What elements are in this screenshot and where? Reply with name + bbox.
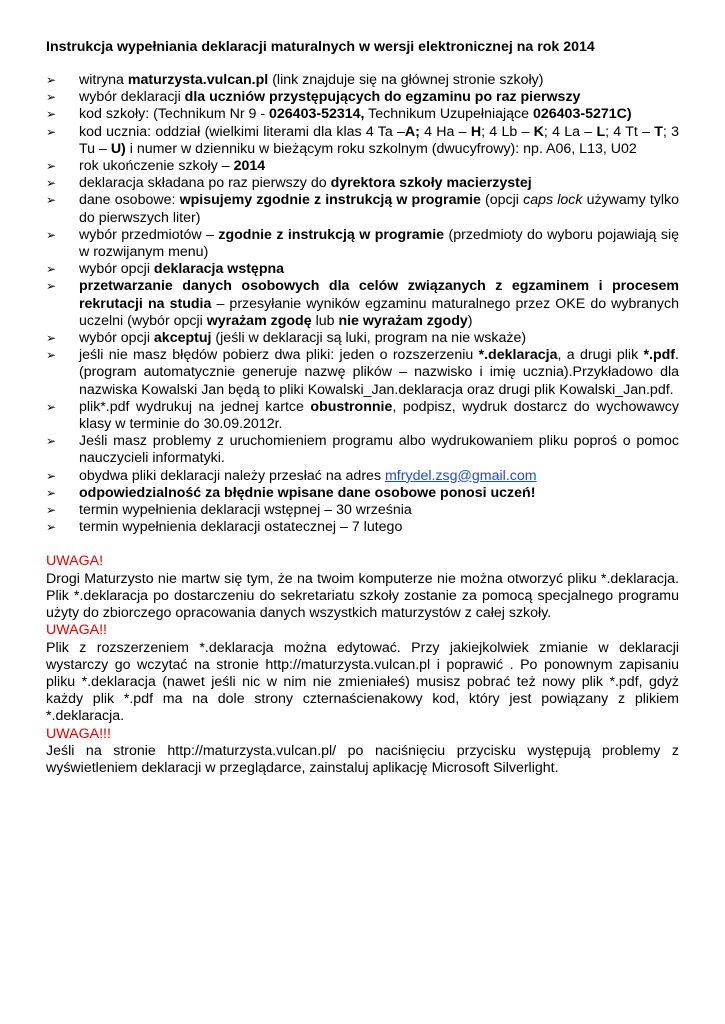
item-text: ; 4 Tt –: [605, 123, 655, 140]
arrowhead-bullet-icon: ➢: [46, 73, 57, 87]
arrowhead-bullet-icon: ➢: [46, 468, 57, 483]
item-text: i numer w dzienniku w bieżącym roku szkolnym (dwucyfrowy): np. A06, L13, U02: [125, 140, 637, 157]
item-text: (jeśli w deklaracji są luki, program na nie wskaże): [211, 330, 527, 347]
arrowhead-bullet-icon: ➢: [46, 520, 57, 535]
arrowhead-bullet-icon: ➢: [46, 90, 57, 105]
bold-text: odpowiedzialność za błędnie wpisane dane osobowe ponosi uczeń!: [79, 484, 536, 501]
list-item: [46, 124, 679, 158]
item-text: (opcji: [480, 192, 524, 209]
warning-text: Jeśli na stronie http://maturzysta.vulcan.pl/ po naciśnięciu przycisku występują problemy z wyświetleniem deklaracji w przeglądarce, zainstaluj aplikację Microsoft Silverlight.: [46, 742, 679, 776]
list-item: [46, 261, 679, 278]
item-text: rok ukończenie szkoły –: [79, 158, 234, 175]
bold-text: T: [654, 123, 663, 140]
item-text: używamy tylko do pierwszych liter): [79, 192, 680, 226]
item-text: , podpisz, wydruk dostarcz do wychowawcy klasy w terminie do 30.09.2012r.: [79, 398, 679, 433]
list-item: [46, 278, 679, 330]
bold-text: maturzysta.vulcan.pl: [127, 72, 269, 88]
bold-text: *.pdf: [643, 347, 676, 364]
warning-text: Plik z rozszerzeniem *.deklaracja można edytować. Przy jakiejkolwiek zmianie w deklaracji wystarczy go wczytać na stronie http://maturzysta.vulcan.pl i poprawić . Po ponownym zapisaniu pliku *.deklaracja (nawet jeśli nic w nim nie zmieniałeś) musisz pobrać też nowy plik *.pdf, gdyż każdy plik *.pdf ma na dole strony czternaścienakowy kod, który jest powiązany z plikiem *.deklaracja.: [46, 639, 679, 725]
bold-text: obustronnie: [310, 398, 393, 415]
arrowhead-bullet-icon: ➢: [46, 434, 57, 449]
arrowhead-bullet-icon: ➢: [46, 348, 57, 363]
arrowhead-bullet-icon: ➢: [46, 107, 57, 122]
list-item: [46, 485, 679, 502]
list-item: [46, 106, 679, 123]
item-text: Technikum Uzupełniające: [364, 106, 533, 123]
item-text: . (program automatycznie generuje nazwę plików – nazwisko i imię ucznia).Przykładowo dla nazwiska Kowalski Jan będą to pliki Kowalski_Jan.deklaracja oraz drugi plik Kowalski_Jan.pdf.: [79, 347, 679, 398]
arrowhead-bullet-icon: ➢: [46, 176, 57, 191]
item-text: witryna: [79, 72, 128, 88]
list-item: [46, 330, 679, 347]
item-text: (przedmioty do wyboru pojawiają się w rozwijanym menu): [79, 226, 679, 261]
item-text: termin wypełnienia deklaracji ostatecznej – 7 lutego: [79, 519, 403, 536]
instruction-list: [46, 72, 679, 536]
warning-heading: UWAGA!!: [46, 622, 107, 639]
arrowhead-bullet-icon: ➢: [46, 279, 57, 294]
bold-text: dla uczniów przystępujących do egzaminu po raz pierwszy: [184, 89, 581, 106]
item-text: ; 4 La –: [543, 123, 597, 140]
arrowhead-bullet-icon: ➢: [46, 193, 57, 208]
list-item: [46, 72, 679, 89]
email-link[interactable]: mfrydel.zsg@gmail.com: [384, 467, 537, 484]
item-text: ): [467, 312, 473, 329]
bold-text: wpisujemy zgodnie z instrukcją w programie: [179, 192, 481, 209]
warning-heading: UWAGA!: [46, 553, 104, 570]
item-text: wybór opcji: [79, 330, 154, 347]
list-item: [46, 519, 679, 536]
bold-text: A;: [404, 123, 420, 140]
arrowhead-bullet-icon: ➢: [46, 399, 57, 414]
item-text: wybór przedmiotów –: [79, 226, 219, 243]
list-item: [46, 158, 679, 175]
item-text: (link znajduje się na głównej stronie szkoły): [268, 72, 544, 88]
bold-text: K: [533, 123, 544, 140]
item-text: dane osobowe:: [79, 192, 180, 209]
bold-text: deklaracja wstępna: [153, 261, 285, 278]
arrowhead-bullet-icon: ➢: [46, 262, 57, 277]
item-text: kod ucznia: oddział (wielkimi literami dla klas 4 Ta –: [79, 123, 405, 140]
bold-text: U): [110, 140, 126, 157]
bold-text: wyrażam zgodę: [206, 312, 312, 329]
bold-text: L: [596, 123, 606, 140]
bold-text: zgodnie z instrukcją w programie: [218, 226, 445, 243]
list-item: [46, 227, 679, 261]
bold-text: *.deklaracja: [478, 347, 558, 364]
warning-notes: [46, 553, 679, 777]
bold-text: 026403-5271C): [533, 106, 632, 123]
list-item: [46, 468, 679, 485]
warning-heading: UWAGA!!!: [46, 725, 111, 742]
item-text: deklaracja składana po raz pierwszy do: [79, 175, 331, 192]
item-text: Jeśli masz problemy z uruchomieniem programu albo wydrukowaniem pliku poproś o pomoc nauczycieli informatyki.: [79, 433, 679, 467]
bold-text: 026403-52314,: [269, 106, 365, 123]
item-text: termin wypełnienia deklaracji wstępnej – 30 września: [79, 502, 412, 519]
list-item: [46, 347, 679, 399]
arrowhead-bullet-icon: ➢: [46, 503, 57, 518]
bold-text: nie wyrażam zgody: [338, 312, 468, 329]
item-text: kod szkoły: (Technikum Nr 9 -: [79, 106, 270, 123]
bold-text: H: [470, 123, 482, 140]
list-item: [46, 502, 679, 519]
warning-text: Drogi Maturzysto nie martw się tym, że na twoim komputerze nie można otworzyć pliku *.deklaracja. Plik *.deklaracja po dostarczeniu do sekretariatu szkoły zostanie za pomocą specjalnego programu użyty do zbiorczego opracowania danych wszystkich maturzystów z całej szkoły.: [46, 570, 679, 622]
item-text: jeśli nie masz błędów pobierz dwa pliki: jeden o rozszerzeniu: [79, 347, 479, 364]
italic-text: caps lock: [523, 192, 583, 209]
item-text: , a drugi plik: [557, 347, 644, 364]
arrowhead-bullet-icon: ➢: [46, 227, 57, 242]
list-item: [46, 399, 679, 433]
bold-text: akceptuj: [153, 330, 212, 347]
list-item: [46, 433, 679, 467]
document-title: Instrukcja wypełniania deklaracji maturalnych w wersji elektronicznej na rok 2014: [46, 39, 595, 55]
list-item: [46, 175, 679, 192]
bold-text: 2014: [233, 158, 266, 175]
list-item: [46, 89, 679, 106]
item-text: plik*.pdf wydrukuj na jednej kartce: [79, 398, 311, 415]
bold-text: przetwarzanie danych osobowych dla celów związanych z egzaminem i procesem rekrutacji na studia: [79, 278, 679, 312]
item-text: 4 Ha –: [419, 123, 471, 140]
arrowhead-bullet-icon: ➢: [46, 485, 57, 500]
arrowhead-bullet-icon: ➢: [46, 159, 57, 174]
item-text: obydwa pliki deklaracji należy przesłać na adres: [79, 467, 385, 484]
list-item: [46, 192, 679, 226]
item-text: wybór deklaracji: [79, 89, 185, 106]
item-text: lub: [311, 312, 339, 329]
item-text: – przesyłanie wyników egzaminu maturalnego przez OKE do wybranych uczelni (wybór opcji: [79, 295, 679, 329]
item-text: wybór opcji: [79, 261, 154, 278]
arrowhead-bullet-icon: ➢: [46, 124, 57, 139]
arrowhead-bullet-icon: ➢: [46, 331, 57, 346]
bold-text: dyrektora szkoły macierzystej: [330, 175, 532, 192]
item-text: ; 4 Lb –: [481, 123, 534, 140]
item-text: ; 3 Tu –: [79, 123, 679, 157]
